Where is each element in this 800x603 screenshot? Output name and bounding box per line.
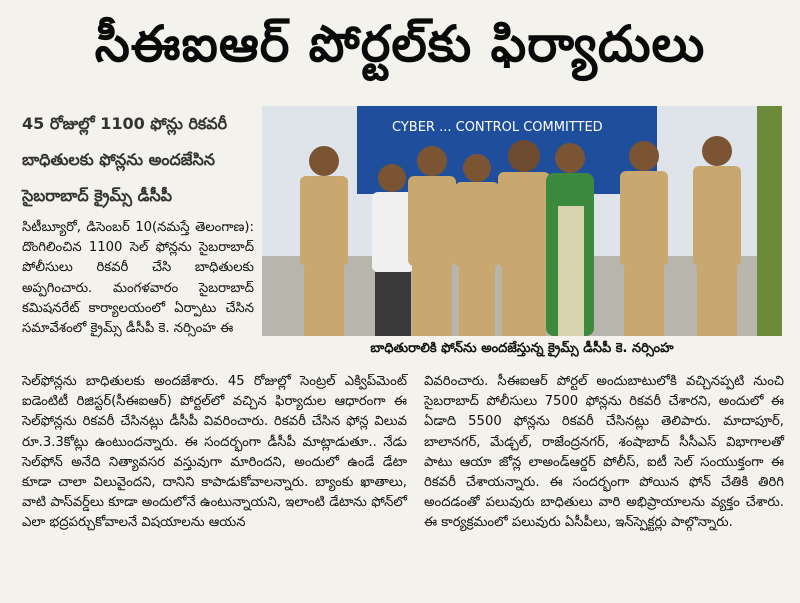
news-photo xyxy=(262,106,782,336)
subheading-3: సైబరాబాద్ క్రైమ్స్ డీసీపీ xyxy=(22,186,173,205)
photo-caption: బాధితురాలికి ఫోన్‌ను అందజేస్తున్న క్రైమ్స్ డీసీపీ కె. నర్సింహ xyxy=(370,341,674,356)
subheading-1: 45 రోజుల్లో 1100 ఫోన్లు రికవరీ xyxy=(22,114,228,133)
article-column-2: వివరించారు. సీఈఐఆర్ పోర్టల్ అందుబాటులోకి వచ్చినప్పటి నుంచి సైబరాబాద్ పోలీసులు 7500 ఫోన్లను రికవరీ చేశారని, అందులో ఈ ఏడాది 5500 ఫోన్లను రికవరీ చేసినట్లు తెలిపారు. మాదాపూర్, బాలానగర్, మేడ్చల్, రాజేంద్రనగర్, శంషాబాద్ సీసీఎస్ విభాగాలతో పాటు ఆయా జోన్ల లాఅండ్‌ఆర్డర్ పోలీస్, ఐటీ సెల్ సంయుక్తంగా ఈ రికవరీ చేశాయన్నారు. ఈ సందర్భంగా పోయిన ఫోన్ చేతికి తిరిగి అందడంతో పలువురు బాధితులు వారి అభిప్రాయాలను వ్యక్తం చేశారు. ఈ కార్యక్రమంలో పలువురు ఏసీపీలు, ఇన్‌స్పెక్టర్లు పాల్గొన్నారు. xyxy=(424,374,784,531)
article-column-1-top: సిటీబ్యూరో, డిసెంబర్ 10(నమస్తే తెలంగాణ): దొంగిలించిన 1100 సెల్ ఫోన్లను సైబరాబాద్ పోలీసులు రికవరీ చేసి బాధితులకు అప్పగించారు. మంగళవారం సైబరాబాద్ కమిషనరేట్ కార్యాలయంలో ఏర్పాటు చేసిన సమావేశంలో క్రైమ్స్ డీసీపీ కె. నర్సింహ ఈ xyxy=(22,220,254,337)
headline: సీఈఐఆర్ పోర్టల్‌కు ఫిర్యాదులు xyxy=(94,14,706,73)
article-column-1-bottom: సెల్‌ఫోన్లను బాధితులకు అందజేశారు. 45 రోజుల్లో సెంట్రల్ ఎక్విప్‌మెంట్ ఐడెంటిటీ రిజిస్టర్(సీఈఐఆర్) పోర్టల్‌లో వచ్చిన ఫిర్యాదుల ఆధారంగా ఈ సెల్‌ఫోన్లను రికవరీ చేసినట్లు డీసీపీ వివరించారు. రికవరీ చేసిన ఫోన్ల విలువ రూ.3.3కోట్లు ఉంటుందన్నారు. ఈ సందర్భంగా డీసీపీ మాట్లాడుతూ.. నేడు సెల్‌ఫోన్ అనేది నిత్యావసర వస్తువుగా మారిందని, అందులో ఉండే డేటా కూడా చాలా విలువైందని, దానిని కాపాడుకోవాలన్నారు. బ్యాంకు ఖాతాలు, వాటి పాస్‌వర్డ్‌లు కూడా అందులోనే ఉంటున్నాయని, ఇలాంటి డేటాను ఫోన్‌లో ఎలా భద్రపర్చుకోవాలనే విషయాలను ఆయన xyxy=(22,374,407,531)
banner-text: CYBER ... CONTROL COMMITTED xyxy=(392,120,603,135)
officer-6 xyxy=(693,136,741,336)
police-group-photo xyxy=(262,106,782,336)
subheading-2: బాధితులకు ఫోన్లను అందజేసిన xyxy=(22,150,215,169)
